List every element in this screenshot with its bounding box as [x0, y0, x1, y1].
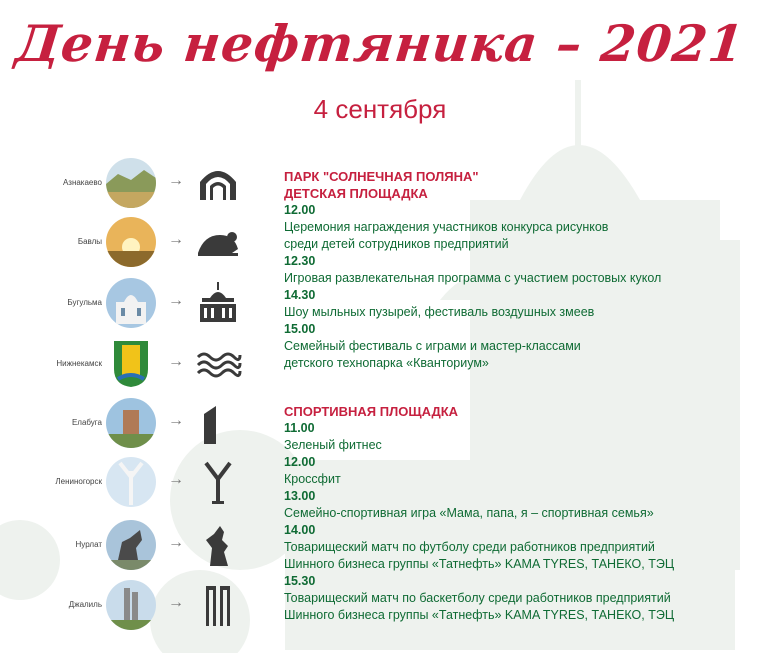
city-photo [106, 580, 156, 630]
park-title: ПАРК "СОЛНЕЧНАЯ ПОЛЯНА" [284, 169, 479, 184]
city-row [40, 278, 290, 330]
waves-icon [194, 341, 242, 389]
horse-icon [194, 522, 242, 570]
city-row [40, 158, 290, 210]
arrow-icon: → [168, 231, 184, 248]
city-name: Бавлы [77, 237, 102, 246]
event-description: Игровая развлекательная программа с участием ростовых кукол [284, 271, 662, 285]
arrow-icon: → [168, 292, 184, 309]
event-description: детского технопарка «Кванториум» [284, 356, 489, 370]
event-time: 14.30 [284, 288, 316, 302]
event-time: 15.30 [284, 574, 316, 588]
city-row [40, 580, 290, 632]
event-description: Шинного бизнеса группы «Татнефть» KAMA TYRES, ТАНЕКО, ТЭЦ [284, 608, 675, 622]
arch-icon [194, 160, 242, 208]
event-description: Церемония награждения участников конкурса рисунков [284, 220, 609, 234]
page-title: День нефтяника – 2021 [12, 14, 748, 73]
event-description: Шинного бизнеса группы «Татнефть» KAMA TYRES, ТАНЕКО, ТЭЦ [284, 557, 675, 571]
event-description: среди детей сотрудников предприятий [284, 237, 509, 251]
arrow-icon: → [168, 412, 184, 429]
city-name: Джалиль [68, 600, 102, 609]
city-name: Азнакаево [62, 178, 102, 187]
event-description: Шоу мыльных пузырей, фестиваль воздушных змеев [284, 305, 595, 319]
kids-schedule [284, 168, 661, 372]
city-name: Лениногорск [55, 477, 102, 486]
city-name: Бугульма [67, 298, 102, 307]
event-date: 4 сентября [313, 94, 447, 124]
city-row [40, 398, 290, 450]
event-time: 15.00 [284, 322, 316, 336]
event-description: Зеленый фитнес [284, 438, 382, 452]
event-description: Товарищеский матч по баскетболу среди работников предприятий [284, 591, 671, 605]
city-name: Нурлат [75, 540, 102, 549]
kids-section-title: ДЕТСКАЯ ПЛОЩАДКА [284, 186, 428, 201]
city-coat-of-arms [106, 339, 156, 389]
city-row [40, 457, 290, 509]
event-time: 12.00 [284, 203, 316, 217]
station-icon [194, 280, 242, 328]
city-name: Нижнекамск [56, 359, 102, 368]
event-time: 12.30 [284, 254, 316, 268]
tower-icon [194, 400, 242, 448]
city-photo [106, 158, 156, 208]
city-photo [106, 398, 156, 448]
city-row [40, 520, 290, 572]
city-row [40, 217, 290, 269]
event-description: Семейно-спортивная игра «Мама, папа, я – спортивная семья» [284, 506, 654, 520]
city-photo [106, 520, 156, 570]
turtle-icon [194, 219, 242, 267]
city-photo [106, 278, 156, 328]
city-row [40, 339, 290, 391]
arrow-icon: → [168, 594, 184, 611]
event-time: 11.00 [284, 421, 315, 435]
fork-icon [194, 459, 242, 507]
event-time: 12.00 [284, 455, 316, 469]
event-description: Кроссфит [284, 472, 341, 486]
arrow-icon: → [168, 172, 184, 189]
arrow-icon: → [168, 353, 184, 370]
sport-section-title: СПОРТИВНАЯ ПЛОЩАДКА [284, 404, 459, 419]
city-photo [106, 457, 156, 507]
monument-icon [194, 582, 242, 630]
sport-schedule [284, 403, 674, 624]
arrow-icon: → [168, 534, 184, 551]
city-photo [106, 217, 156, 267]
event-description: Семейный фестиваль с играми и мастер-классами [284, 339, 581, 353]
event-time: 14.00 [284, 523, 316, 537]
city-name: Елабуга [71, 418, 102, 427]
arrow-icon: → [168, 471, 184, 488]
event-time: 13.00 [284, 489, 316, 503]
event-description: Товарищеский матч по футболу среди работников предприятий [284, 540, 655, 554]
